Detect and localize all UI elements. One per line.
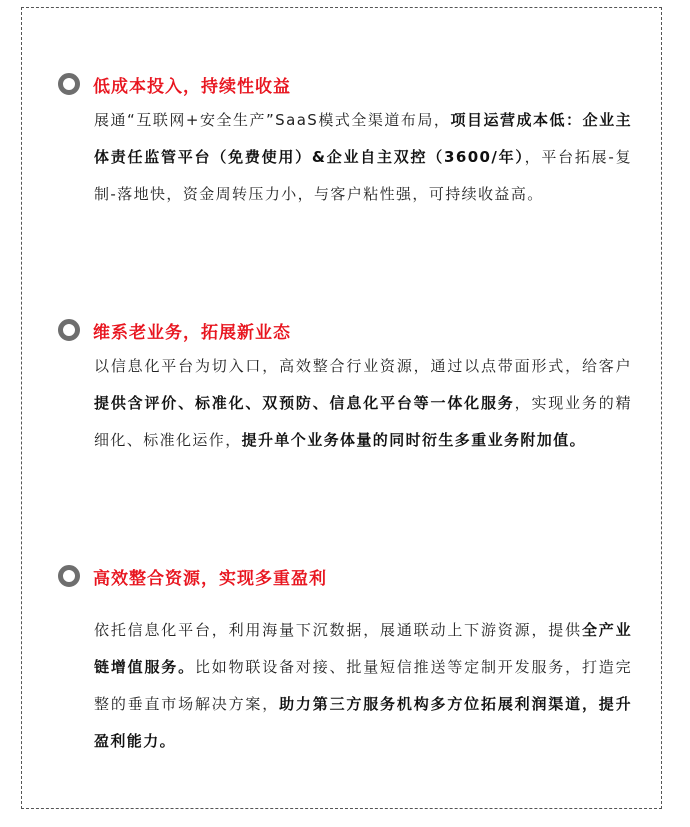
body-text-bold: 提升单个业务体量的同时衍生多重业务附加值。 — [241, 431, 587, 449]
body-text: 比如物联设备对接、批量短信推送等定制开发服务，打造完整的垂直市场解决方案， — [94, 658, 632, 713]
body-text: 以信息化平台为切入口，高效整合行业资源，通过以点带面形式，给客户 — [94, 357, 632, 375]
section-heading — [58, 317, 291, 343]
section-body — [94, 612, 632, 760]
ring-bullet-icon — [58, 73, 80, 95]
body-text-bold: 提供含评价、标准化、双预防、信息化平台等一体化服务 — [94, 394, 515, 412]
body-text: 展通“互联网+安全生产”SaaS模式全渠道布局， — [94, 111, 451, 129]
section-title: 低成本投入，持续性收益 — [93, 76, 291, 97]
body-text: ，实现业务的精细化、标准化运作， — [94, 394, 632, 449]
section-title: 维系老业务，拓展新业态 — [93, 322, 291, 343]
section-body — [94, 102, 632, 213]
section-title: 高效整合资源，实现多重盈利 — [93, 568, 327, 589]
body-text-bold: 项目运营成本低：企业主体责任监管平台（免费使用）&企业自主双控（3600/年） — [94, 111, 633, 166]
body-text-bold: 助力第三方服务机构多方位拓展利润渠道，提升盈利能力。 — [94, 695, 633, 750]
ring-bullet-icon — [58, 565, 80, 587]
section-body — [94, 348, 632, 459]
body-text: ，平台拓展-复制-落地快，资金周转压力小，与客户粘性强，可持续收益高。 — [94, 148, 632, 203]
body-text-bold: 全产业链增值服务。 — [94, 621, 633, 676]
section-heading — [58, 563, 327, 589]
body-text: 依托信息化平台，利用海量下沉数据，展通联动上下游资源，提供 — [94, 621, 582, 639]
section-heading — [58, 71, 291, 97]
ring-bullet-icon — [58, 319, 80, 341]
